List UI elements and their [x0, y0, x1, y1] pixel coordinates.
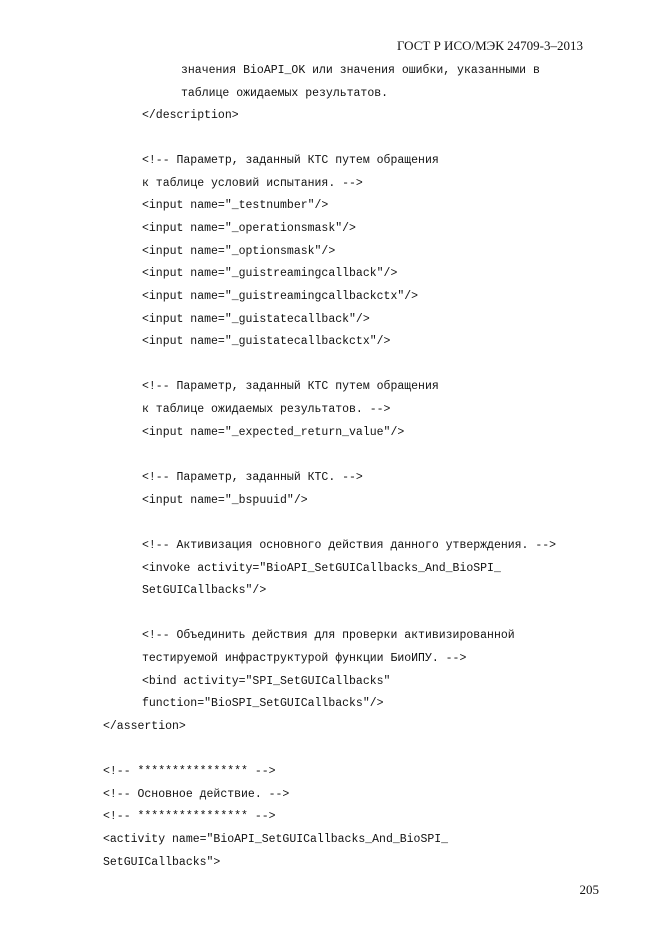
code-line: <input name="_operationsmask"/> [142, 222, 356, 235]
code-line: <!-- Активизация основного действия данного утверждения. --> [142, 539, 557, 552]
code-line: <bind activity="SPI_SetGUICallbacks" [142, 675, 391, 688]
code-line: </description> [142, 109, 239, 122]
code-line: значения BioAPI_OK или значения ошибки, указанными в [181, 64, 540, 77]
code-line: <input name="_guistreamingcallbackctx"/> [142, 290, 419, 303]
code-line: SetGUICallbacks"/> [142, 584, 267, 597]
code-line: тестируемой инфраструктурой функции БиоИПУ. --> [142, 652, 467, 665]
page-number: 205 [579, 882, 599, 897]
code-line: <input name="_guistatecallback"/> [142, 313, 370, 326]
page-header: ГОСТ Р ИСО/МЭК 24709-3–2013 [396, 38, 583, 53]
code-line: <!-- Основное действие. --> [103, 788, 290, 801]
code-line: к таблице условий испытания. --> [142, 177, 363, 190]
code-line: <!-- Параметр, заданный КТС путем обращения [142, 380, 439, 393]
code-line: <!-- **************** --> [103, 765, 276, 778]
code-line: SetGUICallbacks"> [103, 856, 221, 869]
code-line: <input name="_guistreamingcallback"/> [142, 267, 398, 280]
code-line: <!-- Объединить действия для проверки активизированной [142, 629, 515, 642]
code-line: к таблице ожидаемых результатов. --> [142, 403, 391, 416]
code-line: <!-- Параметр, заданный КТС путем обращения [142, 154, 439, 167]
code-line: </assertion> [103, 720, 186, 733]
code-line: таблице ожидаемых результатов. [181, 87, 389, 100]
code-line: <!-- Параметр, заданный КТС. --> [142, 471, 363, 484]
code-line: <input name="_optionsmask"/> [142, 245, 336, 258]
code-line: <input name="_bspuuid"/> [142, 494, 308, 507]
code-line: <activity name="BioAPI_SetGUICallbacks_And_BioSPI_ [103, 833, 449, 846]
code-line: function="BioSPI_SetGUICallbacks"/> [142, 697, 384, 710]
code-line: <input name="_expected_return_value"/> [142, 426, 405, 439]
code-line: <invoke activity="BioAPI_SetGUICallbacks_And_BioSPI_ [142, 562, 501, 575]
code-line: <input name="_testnumber"/> [142, 199, 329, 212]
code-line: <input name="_guistatecallbackctx"/> [142, 335, 391, 348]
code-line: <!-- **************** --> [103, 810, 276, 823]
